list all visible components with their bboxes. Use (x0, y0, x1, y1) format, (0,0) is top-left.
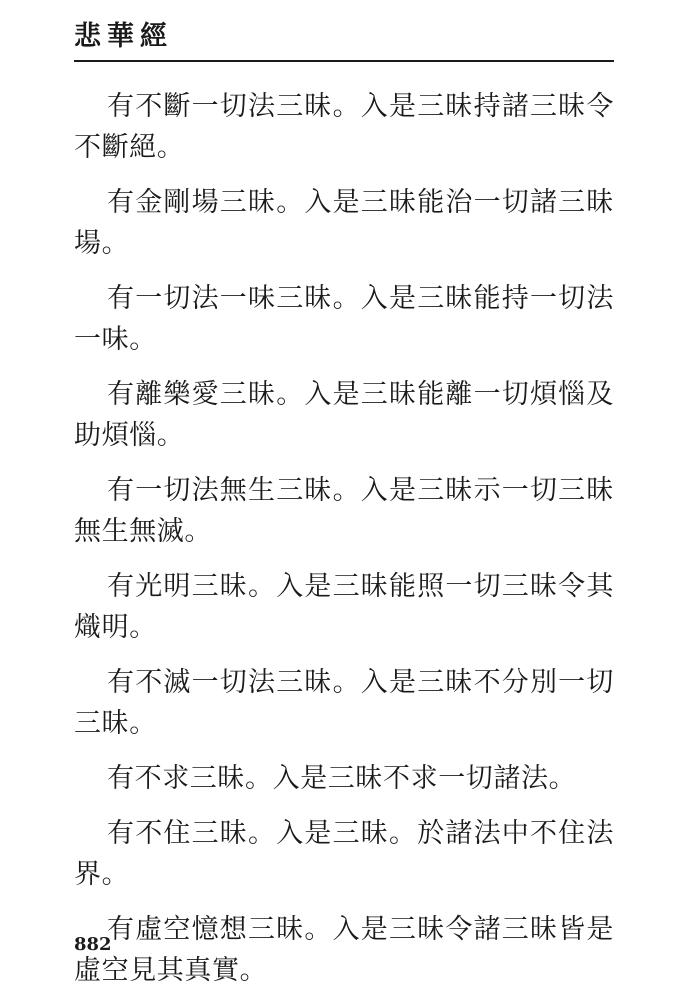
paragraph: 有不求三昧。入是三昧不求一切諸法。 (107, 763, 577, 794)
sutra-text (74, 86, 614, 1005)
paragraph: 有一切法無生三昧。入是三昧示一切三昧無生無滅。 (74, 475, 614, 547)
book-title: 悲華經 (74, 21, 173, 52)
paragraph: 有一切法一味三昧。入是三昧能持一切法一味。 (74, 283, 614, 355)
paragraph: 有離樂愛三昧。入是三昧能離一切煩惱及助煩惱。 (74, 379, 614, 451)
paragraph: 有金剛場三昧。入是三昧能治一切諸三昧場。 (74, 187, 614, 259)
paragraph: 有不斷一切法三昧。入是三昧持諸三昧令不斷絕。 (74, 91, 614, 163)
paragraph: 有虛空憶想三昧。入是三昧令諸三昧皆是虛空見其真實。 (74, 914, 614, 986)
paragraph: 有不滅一切法三昧。入是三昧不分別一切三昧。 (74, 667, 614, 739)
paragraph: 有不住三昧。入是三昧。於諸法中不住法界。 (74, 818, 614, 890)
paragraph: 有光明三昧。入是三昧能照一切三昧令其熾明。 (74, 571, 614, 643)
page-number: 882 (74, 934, 112, 955)
page-header (74, 18, 614, 62)
